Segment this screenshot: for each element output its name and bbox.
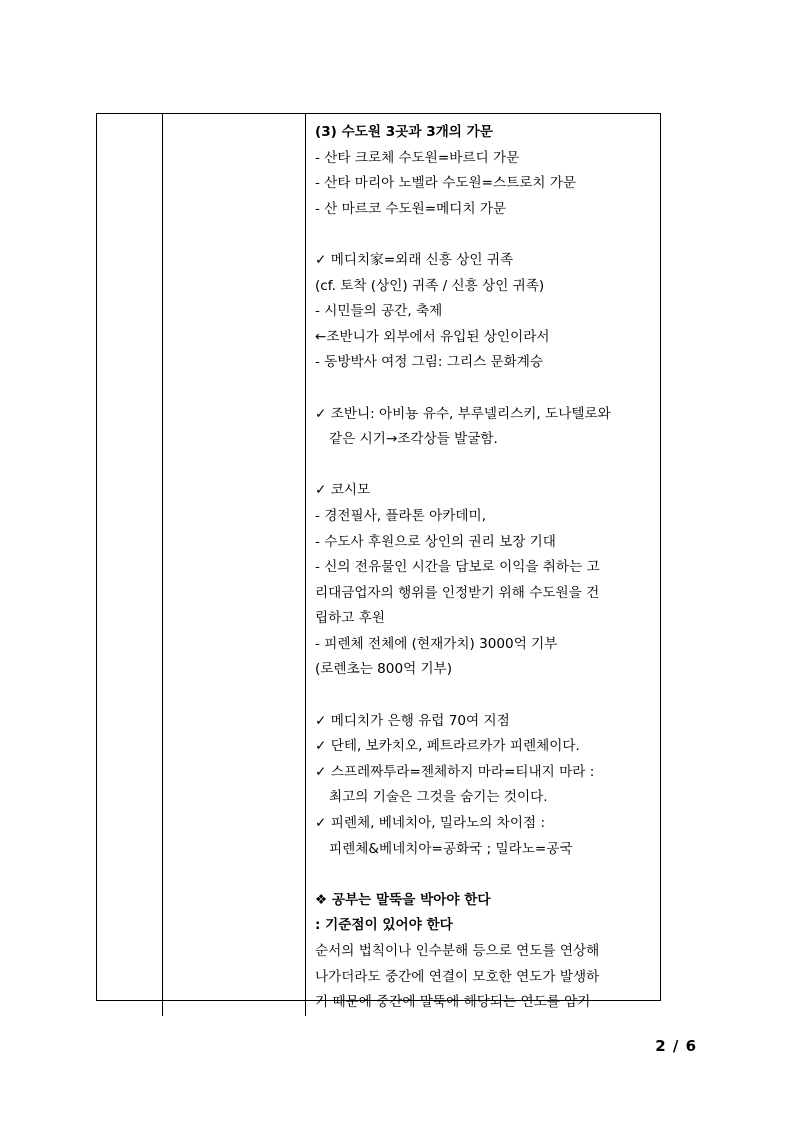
blank-line [315,683,652,709]
text-line: - 산 마르코 수도원=메디치 가문 [315,200,507,217]
text-line: 나가더라도 중간에 연결이 모호한 연도가 발생하 [315,968,600,985]
text-line: : 기준점이 있어야 한다 [315,917,453,934]
text-line: (3) 수도원 3곳과 3개의 가문 [315,124,493,140]
text-line: ✓ 메디치家=외래 신흥 상인 귀족 [315,251,514,268]
text-line: ✓ 코시모 [315,482,371,499]
notes-table [96,113,661,1011]
text-line: - 산타 크로체 수도원=바르디 가문 [315,149,520,166]
blank-line [315,222,652,248]
text-line: ✓ 조반니: 아비뇽 유수, 부루넬리스키, 도나텔로와 [315,405,611,422]
text-line: - 시민들의 공간, 축제 [315,303,443,320]
text-line: (로렌초는 800억 기부) [315,661,453,678]
text-line: ❖ 공부는 말뚝을 박아야 한다 [315,891,491,908]
blank-line [315,862,652,888]
text-line: - 산타 마리아 노벨라 수도원=스트로치 가문 [315,175,577,192]
blank-line [315,376,652,402]
text-line: - 동방박사 여정 그림: 그리스 문화계승 [315,354,544,371]
text-line: 리대금업자의 행위를 인정받기 위해 수도원을 건 [315,584,600,601]
text-line: - 경전필사, 플라톤 아카데미, [315,507,486,524]
text-line: - 신의 전유물인 시간을 담보로 이익을 취하는 고 [315,559,600,576]
notes-content-cell [306,114,660,1016]
text-line: ✓ 단테, 보카치오, 페트라르카가 피렌체이다. [315,738,580,755]
text-line: ✓ 스프레짜투라=젠체하지 마라=티내지 마라 : [315,763,595,780]
text-line: 최고의 기술은 그것을 숨기는 것이다. [329,789,548,806]
text-line: 순서의 법칙이나 인수분해 등으로 연도를 연상해 [315,943,600,959]
text-line: ✓ 메디치가 은행 유럽 70여 지점 [315,712,510,729]
text-line: - 수도사 후원으로 상인의 권리 보장 기대 [315,533,556,550]
text-line: - 피렌체 전체에 (현재가치) 3000억 기부 [315,635,558,652]
text-line: (cf. 토착 (상인) 귀족 / 신흥 상인 귀족) [315,277,545,294]
text-line: 같은 시기→조각상들 발굴함. [329,431,498,448]
page-number: 2 / 6 [655,1037,697,1055]
text-line: ✓ 피렌체, 베네치아, 밀라노의 차이점 : [315,815,546,832]
table-column-2 [163,114,306,1016]
table-column-1 [97,114,163,1016]
text-line: 립하고 후원 [315,610,385,627]
text-line: 기 때문에 중간에 말뚝에 해당되는 연도를 암기 [315,994,591,1011]
text-line: 피렌체&베네치아=공화국 ; 밀라노=공국 [329,840,573,857]
blank-line [315,453,652,479]
text-line: ←조반니가 외부에서 유입된 상인이라서 [315,328,550,345]
